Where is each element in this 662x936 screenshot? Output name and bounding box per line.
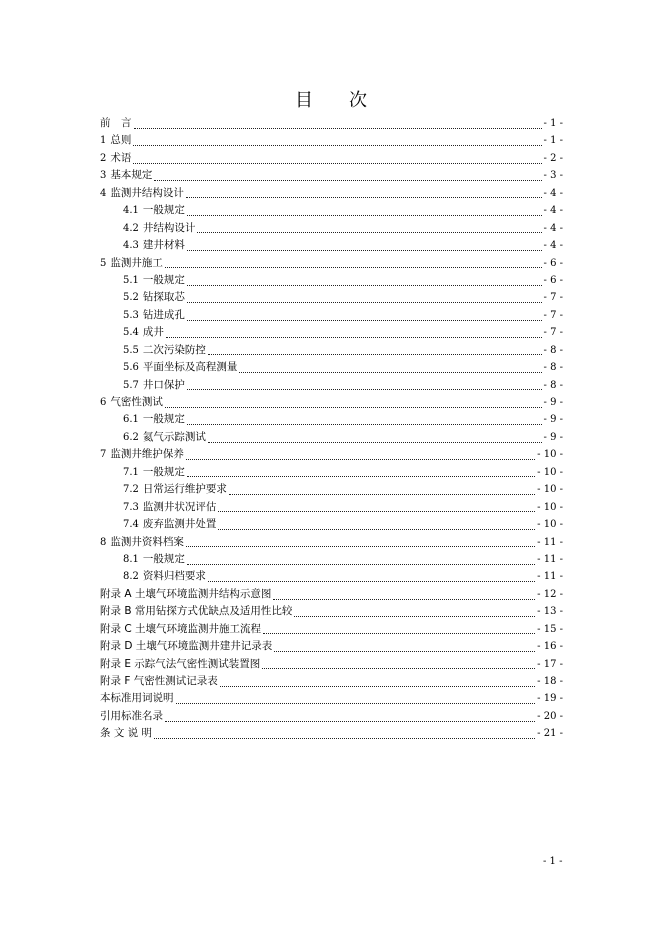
toc-entry-label: 监测井维护保养 bbox=[110, 448, 184, 461]
toc-dot-leader bbox=[263, 622, 535, 634]
toc-entry[interactable] bbox=[100, 586, 563, 603]
toc-dot-leader bbox=[187, 553, 535, 565]
toc-dot-leader bbox=[208, 343, 542, 355]
toc-entry-label: 日常运行维护要求 bbox=[142, 483, 227, 496]
toc-dot-leader bbox=[186, 448, 535, 460]
toc-entry-label: 氦气示踪测试 bbox=[142, 430, 206, 443]
toc-dot-leader bbox=[208, 431, 542, 443]
toc-entry-page: - 13 - bbox=[537, 606, 563, 618]
toc-entry-label: 一般规定 bbox=[142, 273, 185, 286]
toc-entry-page: - 2 - bbox=[543, 152, 563, 164]
toc-entry-page: - 8 - bbox=[543, 344, 563, 356]
page-title-left: 目 bbox=[295, 90, 313, 111]
toc-entry-page: - 18 - bbox=[537, 676, 563, 687]
toc-entry-label: 监测井施工 bbox=[110, 256, 163, 269]
page-title-right: 次 bbox=[349, 90, 367, 111]
toc-entry-label: 前 言 bbox=[100, 117, 132, 129]
page-number: - 1 - bbox=[543, 856, 563, 867]
toc-entry-number: 6 bbox=[100, 397, 107, 408]
toc-entry[interactable] bbox=[100, 167, 563, 184]
toc-entry-number: 5.7 bbox=[123, 379, 139, 391]
toc-entry-number: 5.3 bbox=[123, 309, 139, 321]
toc-entry-page: - 7 - bbox=[543, 292, 563, 304]
toc-dot-leader bbox=[274, 640, 535, 652]
toc-entry[interactable] bbox=[100, 255, 563, 272]
toc-entry-label: 附录 D 土壤气环境监测井建井记录表 bbox=[100, 640, 273, 653]
toc-dot-leader bbox=[187, 465, 535, 477]
toc-entry-number: 6.2 bbox=[123, 431, 139, 443]
toc-entry-page: - 6 - bbox=[543, 274, 563, 286]
toc-entry-label: 监测井状况评估 bbox=[142, 500, 217, 513]
toc-entry[interactable] bbox=[100, 568, 563, 585]
toc-dot-leader bbox=[187, 204, 542, 216]
table-of-contents bbox=[100, 115, 563, 743]
toc-entry-label: 附录 E 示踪气法气密性测试装置图 bbox=[100, 657, 261, 670]
toc-entry[interactable] bbox=[100, 673, 563, 690]
toc-entry-label: 成井 bbox=[142, 326, 164, 339]
toc-entry[interactable] bbox=[100, 150, 563, 167]
toc-entry-label: 二次污染防控 bbox=[142, 343, 206, 356]
toc-entry[interactable] bbox=[100, 377, 563, 394]
toc-entry-page: - 16 - bbox=[537, 641, 563, 653]
toc-entry-page: - 19 - bbox=[537, 693, 563, 705]
toc-entry-label: 附录 F 气密性测试记录表 bbox=[100, 675, 218, 687]
toc-entry-label: 基本规定 bbox=[110, 169, 153, 182]
toc-entry-number: 1 bbox=[100, 135, 107, 147]
toc-entry-page: - 10 - bbox=[537, 519, 563, 531]
toc-entry-page: - 11 - bbox=[537, 571, 563, 583]
toc-entry-number: 5.2 bbox=[123, 292, 139, 304]
toc-entry[interactable] bbox=[100, 656, 563, 673]
toc-entry-label: 钻进成孔 bbox=[142, 308, 185, 321]
toc-entry-number: 4.2 bbox=[123, 222, 139, 234]
toc-entry[interactable] bbox=[100, 289, 563, 306]
toc-entry-page: - 8 - bbox=[543, 379, 563, 391]
toc-dot-leader bbox=[165, 256, 542, 268]
toc-entry-page: - 3 - bbox=[543, 170, 563, 182]
toc-entry-label: 平面坐标及高程测量 bbox=[142, 361, 238, 374]
toc-entry-label: 附录 A 土壤气环境监测井结构示意图 bbox=[100, 587, 272, 600]
toc-dot-leader bbox=[273, 588, 535, 600]
toc-entry[interactable] bbox=[100, 307, 563, 324]
toc-entry-page: - 10 - bbox=[537, 484, 563, 496]
toc-entry-number: 8.1 bbox=[123, 553, 139, 565]
toc-dot-leader bbox=[187, 239, 542, 251]
toc-entry-label: 一般规定 bbox=[142, 413, 185, 426]
toc-entry-number: 4.1 bbox=[123, 205, 139, 217]
toc-entry[interactable] bbox=[100, 411, 563, 428]
toc-entry-page: - 10 - bbox=[537, 501, 563, 513]
toc-entry-number: 5.6 bbox=[123, 362, 139, 374]
toc-entry[interactable] bbox=[100, 708, 563, 725]
toc-entry-label: 建井材料 bbox=[142, 239, 185, 252]
toc-entry-label: 术语 bbox=[110, 151, 132, 164]
toc-entry[interactable] bbox=[100, 621, 563, 638]
toc-entry-label: 井结构设计 bbox=[142, 221, 196, 234]
toc-entry[interactable] bbox=[100, 202, 563, 219]
toc-entry-page: - 8 - bbox=[543, 362, 563, 374]
toc-dot-leader bbox=[186, 535, 535, 547]
toc-entry-number: 7.3 bbox=[123, 501, 139, 513]
toc-dot-leader bbox=[294, 605, 535, 617]
toc-dot-leader bbox=[187, 413, 542, 425]
toc-entry[interactable] bbox=[100, 429, 563, 446]
toc-entry-page: - 20 - bbox=[537, 710, 563, 722]
toc-dot-leader bbox=[187, 378, 542, 390]
toc-entry-page: - 11 - bbox=[537, 536, 563, 548]
toc-entry-number: 7 bbox=[100, 449, 107, 461]
toc-entry-label: 本标准用词说明 bbox=[100, 692, 174, 705]
toc-entry[interactable] bbox=[100, 690, 563, 707]
toc-dot-leader bbox=[154, 169, 541, 181]
toc-entry-page: - 6 - bbox=[543, 257, 563, 269]
toc-entry-label: 附录 B 常用钻探方式优缺点及适用性比较 bbox=[100, 605, 293, 618]
toc-entry-page: - 7 - bbox=[543, 327, 563, 339]
toc-entry[interactable] bbox=[100, 237, 563, 254]
toc-dot-leader bbox=[133, 134, 541, 146]
toc-entry-page: - 10 - bbox=[537, 449, 563, 461]
toc-dot-leader bbox=[187, 309, 542, 321]
toc-dot-leader bbox=[134, 117, 542, 129]
toc-entry-page: - 11 - bbox=[537, 553, 563, 565]
toc-entry-page: - 4 - bbox=[543, 240, 563, 252]
toc-entry-page: - 9 - bbox=[543, 431, 563, 443]
toc-entry-number: 5.1 bbox=[123, 274, 139, 286]
toc-entry-label: 资料归档要求 bbox=[142, 570, 206, 583]
toc-entry[interactable] bbox=[100, 603, 563, 620]
toc-entry-page: - 4 - bbox=[543, 187, 563, 199]
toc-dot-leader bbox=[239, 361, 541, 373]
toc-entry-label: 总则 bbox=[110, 134, 132, 147]
toc-entry-number: 5.5 bbox=[123, 344, 139, 356]
toc-entry-number: 8 bbox=[100, 536, 107, 548]
toc-dot-leader bbox=[229, 483, 535, 495]
toc-entry-number: 3 bbox=[100, 170, 107, 182]
toc-entry-label: 引用标准名录 bbox=[100, 709, 163, 722]
toc-entry-number: 7.4 bbox=[123, 519, 139, 531]
toc-entry-page: - 21 - bbox=[537, 728, 563, 740]
toc-entry-label: 一般规定 bbox=[142, 465, 185, 478]
toc-entry-number: 5 bbox=[100, 257, 107, 269]
toc-entry-number: 5.4 bbox=[123, 327, 139, 339]
toc-entry-label: 监测井结构设计 bbox=[110, 186, 184, 199]
toc-dot-leader bbox=[165, 710, 535, 722]
toc-entry[interactable] bbox=[100, 638, 563, 655]
toc-dot-leader bbox=[218, 518, 535, 530]
toc-dot-leader bbox=[262, 657, 535, 669]
toc-entry-label: 附录 C 土壤气环境监测井施工流程 bbox=[100, 622, 262, 635]
toc-entry-number: 8.2 bbox=[123, 571, 139, 583]
toc-entry-number: 6.1 bbox=[123, 414, 139, 426]
toc-dot-leader bbox=[208, 570, 535, 582]
toc-entry-number: 4.3 bbox=[123, 240, 139, 252]
toc-entry[interactable] bbox=[100, 534, 563, 551]
toc-entry[interactable] bbox=[100, 446, 563, 463]
toc-entry-page: - 9 - bbox=[543, 414, 563, 426]
toc-entry-page: - 4 - bbox=[543, 222, 563, 234]
toc-entry-page: - 1 - bbox=[543, 118, 563, 129]
toc-entry-label: 气密性测试 bbox=[110, 396, 163, 408]
toc-entry-page: - 12 - bbox=[537, 588, 563, 600]
toc-entry-label: 钻探取芯 bbox=[142, 291, 185, 304]
toc-entry[interactable] bbox=[100, 342, 563, 359]
toc-entry[interactable] bbox=[100, 499, 563, 516]
toc-entry[interactable] bbox=[100, 394, 563, 411]
toc-dot-leader bbox=[176, 692, 536, 704]
toc-entry[interactable] bbox=[100, 115, 563, 132]
toc-entry-page: - 15 - bbox=[537, 623, 563, 635]
toc-entry[interactable] bbox=[100, 359, 563, 376]
toc-entry-page: - 1 - bbox=[543, 135, 563, 147]
toc-entry-page: - 9 - bbox=[543, 397, 563, 408]
toc-entry-page: - 10 - bbox=[537, 466, 563, 478]
toc-entry-label: 井口保护 bbox=[142, 378, 185, 391]
toc-entry[interactable] bbox=[100, 272, 563, 289]
toc-entry[interactable] bbox=[100, 220, 563, 237]
toc-dot-leader bbox=[133, 152, 541, 164]
toc-entry-label: 废弃监测井处置 bbox=[142, 518, 217, 531]
toc-entry-label: 监测井资料档案 bbox=[110, 535, 184, 548]
toc-dot-leader bbox=[186, 186, 542, 198]
toc-entry-number: 4 bbox=[100, 187, 107, 199]
toc-entry[interactable] bbox=[100, 324, 563, 341]
toc-dot-leader bbox=[187, 274, 542, 286]
toc-dot-leader bbox=[220, 675, 535, 687]
toc-dot-leader bbox=[218, 500, 535, 512]
toc-entry-number: 2 bbox=[100, 152, 107, 164]
toc-entry-label: 条 文 说 明 bbox=[100, 727, 153, 740]
toc-entry[interactable] bbox=[100, 132, 563, 149]
toc-dot-leader bbox=[154, 727, 535, 739]
toc-dot-leader bbox=[165, 396, 542, 408]
toc-entry-number: 7.1 bbox=[123, 466, 139, 478]
toc-entry-page: - 17 - bbox=[537, 658, 563, 670]
toc-dot-leader bbox=[197, 221, 541, 233]
toc-entry-label: 一般规定 bbox=[142, 204, 185, 217]
toc-entry-number: 7.2 bbox=[123, 484, 139, 496]
toc-entry-label: 一般规定 bbox=[142, 552, 185, 565]
toc-entry[interactable] bbox=[100, 725, 563, 742]
toc-dot-leader bbox=[187, 291, 542, 303]
toc-dot-leader bbox=[166, 326, 542, 338]
toc-entry[interactable] bbox=[100, 464, 563, 481]
toc-entry[interactable] bbox=[100, 185, 563, 202]
toc-entry[interactable] bbox=[100, 481, 563, 498]
page-title bbox=[0, 86, 662, 112]
toc-entry[interactable] bbox=[100, 551, 563, 568]
toc-entry-page: - 7 - bbox=[543, 309, 563, 321]
toc-entry[interactable] bbox=[100, 516, 563, 533]
toc-entry-page: - 4 - bbox=[543, 205, 563, 217]
